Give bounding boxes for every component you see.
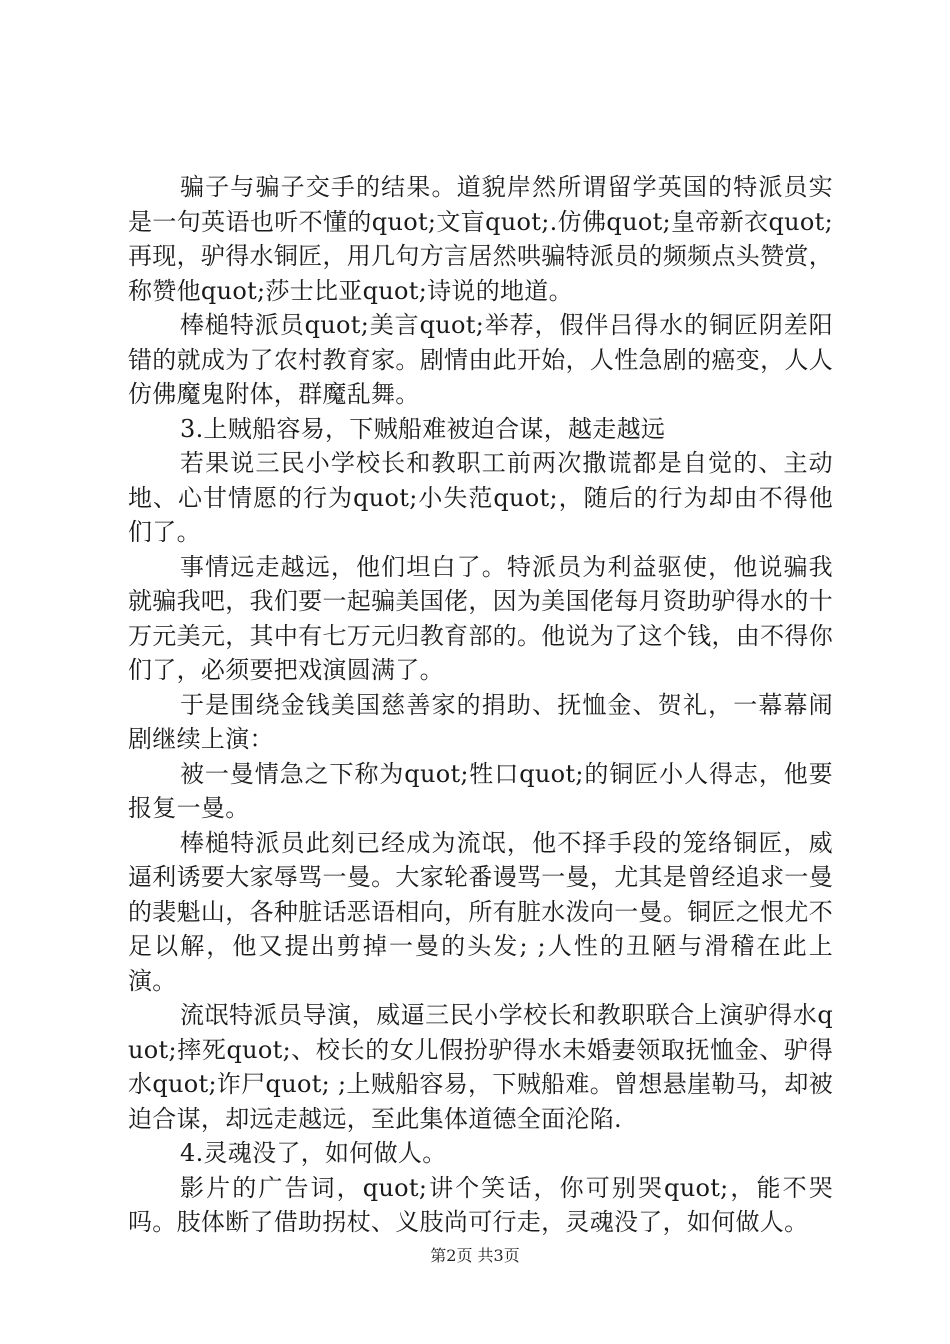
section-heading: 4.灵魂没了，如何做人。 xyxy=(180,1139,447,1167)
paragraph: 棒槌特派员quot;美言quot;举荐，假伴吕得水的铜匠阴差阳错的就成为了农村教育家。剧情由此开始，人性急剧的癌变，人人仿佛魔鬼附体，群魔乱舞。 xyxy=(128,311,833,408)
paragraph: 骗子与骗子交手的结果。道貌岸然所谓留学英国的特派员实是一句英语也听不懂的quot;文盲quot;.仿佛quot;皇帝新衣quot;再现，驴得水铜匠，用几句方言居然哄骗特派员的频频点头赞赏，称赞他quot;莎士比亚quot;诗说的地道。 xyxy=(128,173,833,305)
paragraph: 棒槌特派员此刻已经成为流氓，他不择手段的笼络铜匠，威逼利诱要大家辱骂一曼。大家轮番谩骂一曼，尤其是曾经追求一曼的裴魁山，各种脏话恶语相向，所有脏水泼向一曼。铜匠之恨尤不足以解，他又提出剪掉一曼的头发; ;人性的丑陋与滑稽在此上演。 xyxy=(128,828,833,995)
paragraph: 若果说三民小学校长和教职工前两次撒谎都是自觉的、主动地、心甘情愿的行为quot;小失范quot;，随后的行为却由不得他们了。 xyxy=(128,449,833,546)
paragraph: 影片的广告词，quot;讲个笑话，你可别哭quot;，能不哭吗。肢体断了借助拐杖、义肢尚可行走，灵魂没了，如何做人。 xyxy=(128,1173,833,1236)
paragraph: 于是围绕金钱美国慈善家的捐助、抚恤金、贺礼，一幕幕闹剧继续上演： xyxy=(128,690,833,753)
paragraph: 流氓特派员导演，威逼三民小学校长和教职联合上演驴得水quot;摔死quot;、校长的女儿假扮驴得水未婚妻领取抚恤金、驴得水quot;诈尸quot; ;上贼船容易，下贼船难。曾想悬崖勒马，却被迫合谋，却远走越远，至此集体道德全面沦陷. xyxy=(128,1001,833,1133)
paragraph: 被一曼情急之下称为quot;牲口quot;的铜匠小人得志，他要报复一曼。 xyxy=(128,759,833,822)
page-number-footer: 第2页 共3页 xyxy=(430,1246,520,1265)
document-body xyxy=(128,170,833,1240)
paragraph: 事情远走越远，他们坦白了。特派员为利益驱使，他说骗我就骗我吧，我们要一起骗美国佬，因为美国佬每月资助驴得水的十万元美元，其中有七万元归教育部的。他说为了这个钱，由不得你们了，必须要把戏演圆满了。 xyxy=(128,552,833,684)
section-heading: 3.上贼船容易，下贼船难被迫合谋，越走越远 xyxy=(180,414,666,443)
